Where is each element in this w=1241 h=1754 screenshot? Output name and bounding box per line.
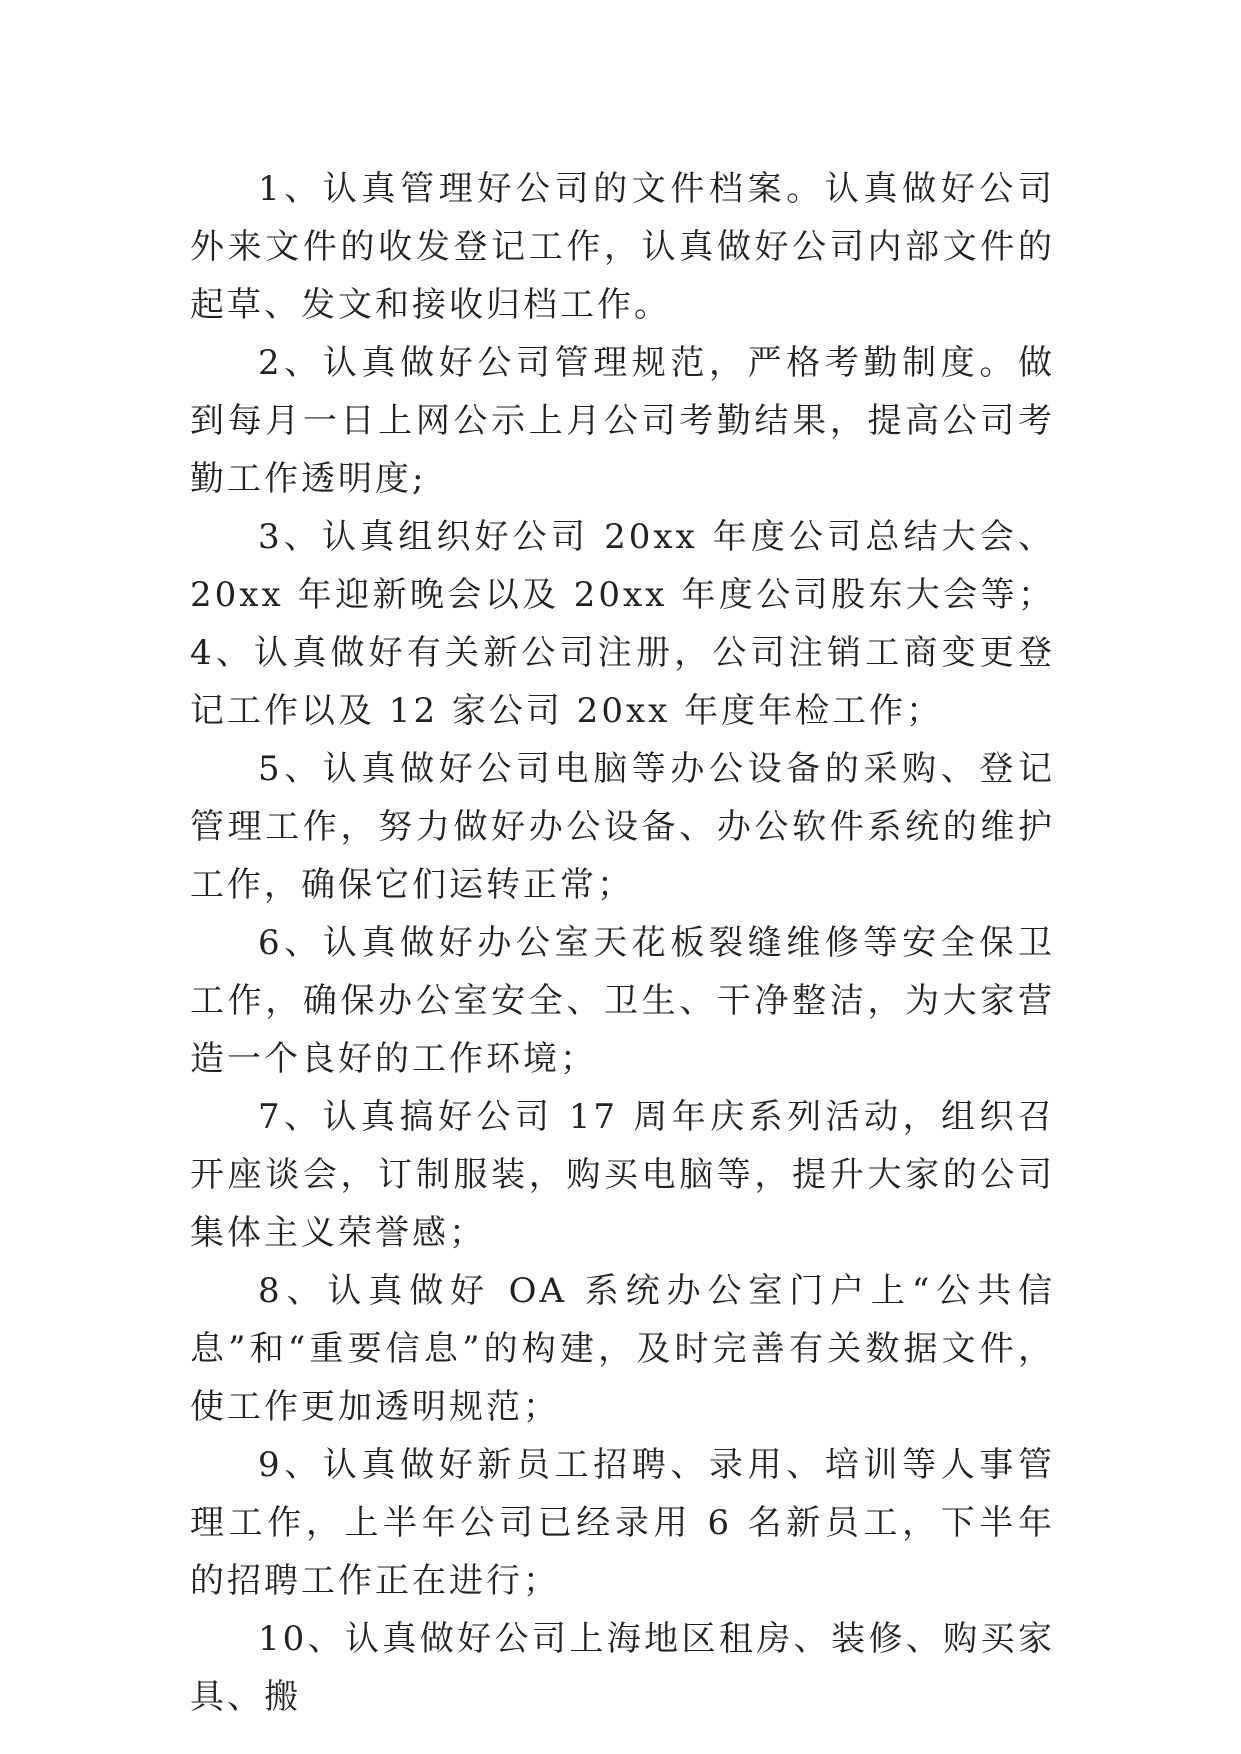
paragraph-5: 5、认真做好公司电脑等办公设备的采购、登记管理工作，努力做好办公设备、办公软件系统的维护工作，确保它们运转正常； bbox=[190, 749, 1055, 905]
paragraph-7: 7、认真搞好公司 17 周年庆系列活动，组织召开座谈会，订制服装，购买电脑等，提升大家的公司集体主义荣誉感； bbox=[190, 1097, 1055, 1253]
paragraph-2: 2、认真做好公司管理规范，严格考勤制度。做到每月一日上网公示上月公司考勤结果，提高公司考勤工作透明度; bbox=[190, 343, 1055, 499]
paragraph-3: 3、认真组织好公司 20xx 年度公司总结大会、20xx 年迎新晚会以及 20xx 年度公司股东大会等；4、认真做好有关新公司注册，公司注销工商变更登记工作以及 12 家公司 20xx 年度年检工作； bbox=[190, 517, 1055, 731]
paragraph-10: 10、认真做好公司上海地区租房、装修、购买家具、搬 bbox=[190, 1619, 1055, 1717]
paragraph-9: 9、认真做好新员工招聘、录用、培训等人事管理工作，上半年公司已经录用 6 名新员工，下半年的招聘工作正在进行； bbox=[190, 1445, 1055, 1601]
paragraph-8: 8、认真做好 OA 系统办公室门户上“公共信息”和“重要信息”的构建，及时完善有关数据文件，使工作更加透明规范； bbox=[190, 1271, 1055, 1427]
document-body bbox=[190, 160, 1055, 1726]
paragraph-1: 1、认真管理好公司的文件档案。认真做好公司外来文件的收发登记工作，认真做好公司内部文件的起草、发文和接收归档工作。 bbox=[190, 169, 1055, 325]
paragraph-6: 6、认真做好办公室天花板裂缝维修等安全保卫工作，确保办公室安全、卫生、干净整洁，为大家营造一个良好的工作环境； bbox=[190, 923, 1055, 1079]
